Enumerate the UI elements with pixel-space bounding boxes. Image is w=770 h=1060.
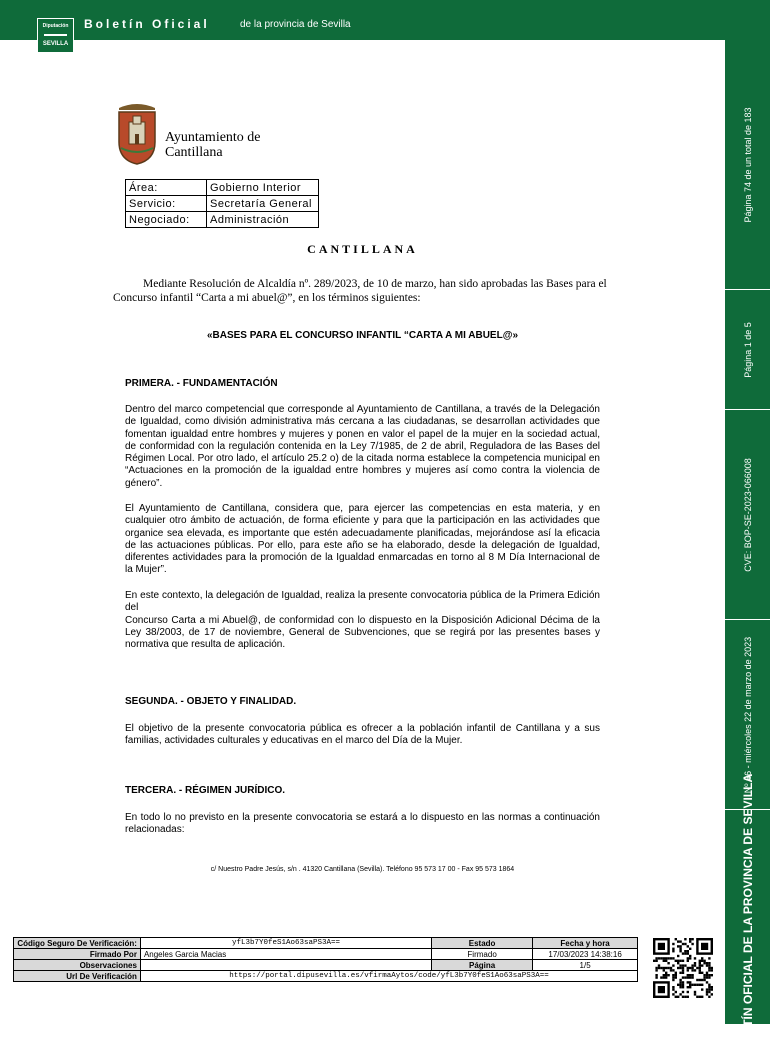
section-2-paragraph-1: El objetivo de la presente convocatoria pública es ofrecer a la población infantil de Cantillana y a sus familias, actividades culturales y educativas en el marco del Día de la Mujer. (125, 723, 600, 747)
header-title: Boletín Oficial (84, 17, 210, 31)
csv-value: yfL3b7Y0feS1Ao63saPS3A== (140, 938, 431, 949)
city-heading: CANTILLANA (307, 242, 418, 256)
ayuntamiento-name (165, 130, 261, 160)
side-page: Página 1 de 5 (742, 321, 753, 378)
info-row (126, 212, 319, 228)
info-key: Área: (126, 180, 207, 196)
side-date: Nº 66 - miércoles 22 de marzo de 2023 (742, 636, 753, 793)
side-band (725, 40, 770, 1060)
firmado-label: Firmado Por (14, 949, 141, 960)
header-subtitle: de la provincia de Sevilla (240, 19, 351, 30)
pagina-label: Página (432, 960, 533, 971)
csv-label: Código Seguro De Verificación: (14, 938, 141, 949)
side-boletin: BOLETÍN OFICIAL DE LA PROVINCIA DE SEVILLA (740, 773, 755, 1060)
fecha-value: 17/03/2023 14:38:16 (533, 949, 638, 960)
section-1-paragraph-1: Dentro del marco competencial que corresponde al Ayuntamiento de Cantillana, a través de la Delegación de Igualdad, como división administrativa más cercana a las ciudadanas, se desarrollan actividades que fomentan igualdad entre hombres y mujeres y ponen en valor el papel de la mujer en la sociedad actual, de conformidad con la regulación contenida en la Ley 7/1985, de 2 de abril, Reguladora de las Bases del Régimen Local. Por otro lado, el artículo 25.2 o) de la citada norma establece la competencia municipal en “Actuaciones en la promoción de la igualdad entre hombres y mujeres así como contra la violencia de género”. (125, 404, 600, 489)
estado-label: Estado (432, 938, 533, 949)
logo-name: SEVILLA (42, 41, 69, 47)
info-value: Secretaría General (207, 196, 319, 212)
verification-row (14, 971, 638, 982)
observaciones-value (140, 960, 431, 971)
info-row (126, 196, 319, 212)
pagina-value: 1/5 (533, 960, 638, 971)
section-3-title: TERCERA. - RÉGIMEN JURÍDICO. (125, 785, 286, 796)
section-3-paragraph-1: En todo lo no previsto en la presente convocatoria se estará a lo dispuesto en las normas a continuación relacionadas: (125, 812, 600, 836)
info-value: Administración (207, 212, 319, 228)
logo-divider (44, 34, 67, 36)
info-row (126, 180, 319, 196)
ayuntamiento-line2: Cantillana (165, 145, 223, 160)
logo-text: Diputación (42, 23, 69, 29)
section-1-paragraph-3-line-b: Concurso Carta a mi Abuel@, de conformidad con lo dispuesto en la Disposición Adicional Décima de la Ley 38/2003, de 17 de noviembre, General de Subvenciones, que se regirá por las presentes bases y normativa que resulta de aplicación. (125, 614, 600, 651)
bases-title: «BASES PARA EL CONCURSO INFANTIL “CARTA A MI ABUEL@» (206, 330, 519, 341)
ayuntamiento-line1: Ayuntamiento de (165, 130, 261, 145)
intro-paragraph: Mediante Resolución de Alcaldía nº. 289/2023, de 10 de marzo, han sido aprobadas las Bases para el Concurso infantil “Carta a mi abuel@”, en los términos siguientes: (113, 278, 607, 304)
side-segment-boletin (725, 773, 770, 1060)
info-table (125, 179, 319, 228)
verification-row (14, 949, 638, 960)
verification-url-link[interactable]: https://portal.dipusevilla.es/vfirmaAytos/code/yfL3b7Y0feS1Ao63saPS3A== (140, 971, 637, 982)
section-1-paragraph-2: El Ayuntamiento de Cantillana, considera que, para ejercer las competencias en esta materia, y en cualquier otro ámbito de actuación, de forma eficiente y para que la participación en las actividades que organice sea elevada, es importante que estén adecuadamente planificadas, mejorándose así la eficacia de las actuaciones públicas. Por ello, para este año se ha elaborado, desde la delegación de Igualdad, diferentes actividades para la promoción de la Igualdad enmarcadas en torno al 8 M Día Internacional de la Mujer”. (125, 503, 600, 576)
section-1-paragraph-3-line-a: En este contexto, la delegación de Igualdad, realiza la presente convocatoria pública de la Primera Edición del (125, 590, 600, 614)
side-segment-page (725, 290, 770, 410)
section-1-paragraph-3 (125, 590, 600, 651)
verification-row (14, 960, 638, 971)
side-cve: CVE: BOP-SE-2023-066008 (742, 457, 753, 572)
estado-value: Firmado (432, 949, 533, 960)
info-key: Negociado: (126, 212, 207, 228)
verification-row (14, 938, 638, 949)
verification-table (13, 937, 638, 982)
footer-address: c/ Nuestro Padre Jesús, s/n . 41320 Cantillana (Sevilla). Teléfono 95 573 17 00 - Fax 95 573 1864 (210, 866, 515, 873)
fecha-label: Fecha y hora (533, 938, 638, 949)
diputacion-logo (37, 18, 74, 53)
side-page-total: Página 74 de un total de 183 (742, 106, 753, 223)
section-2-title: SEGUNDA. - OBJETO Y FINALIDAD. (125, 696, 297, 707)
url-label: Url De Verificación (14, 971, 141, 982)
info-value: Gobierno Interior (207, 180, 319, 196)
ayuntamiento-shield-icon (115, 100, 159, 166)
info-key: Servicio: (126, 196, 207, 212)
qr-code-icon (653, 938, 713, 998)
side-segment-cve (725, 410, 770, 620)
section-1-title: PRIMERA. - FUNDAMENTACIÓN (125, 378, 278, 389)
observaciones-label: Observaciones (14, 960, 141, 971)
firmado-value: Angeles Garcia Macias (140, 949, 431, 960)
side-segment-page-total (725, 40, 770, 290)
